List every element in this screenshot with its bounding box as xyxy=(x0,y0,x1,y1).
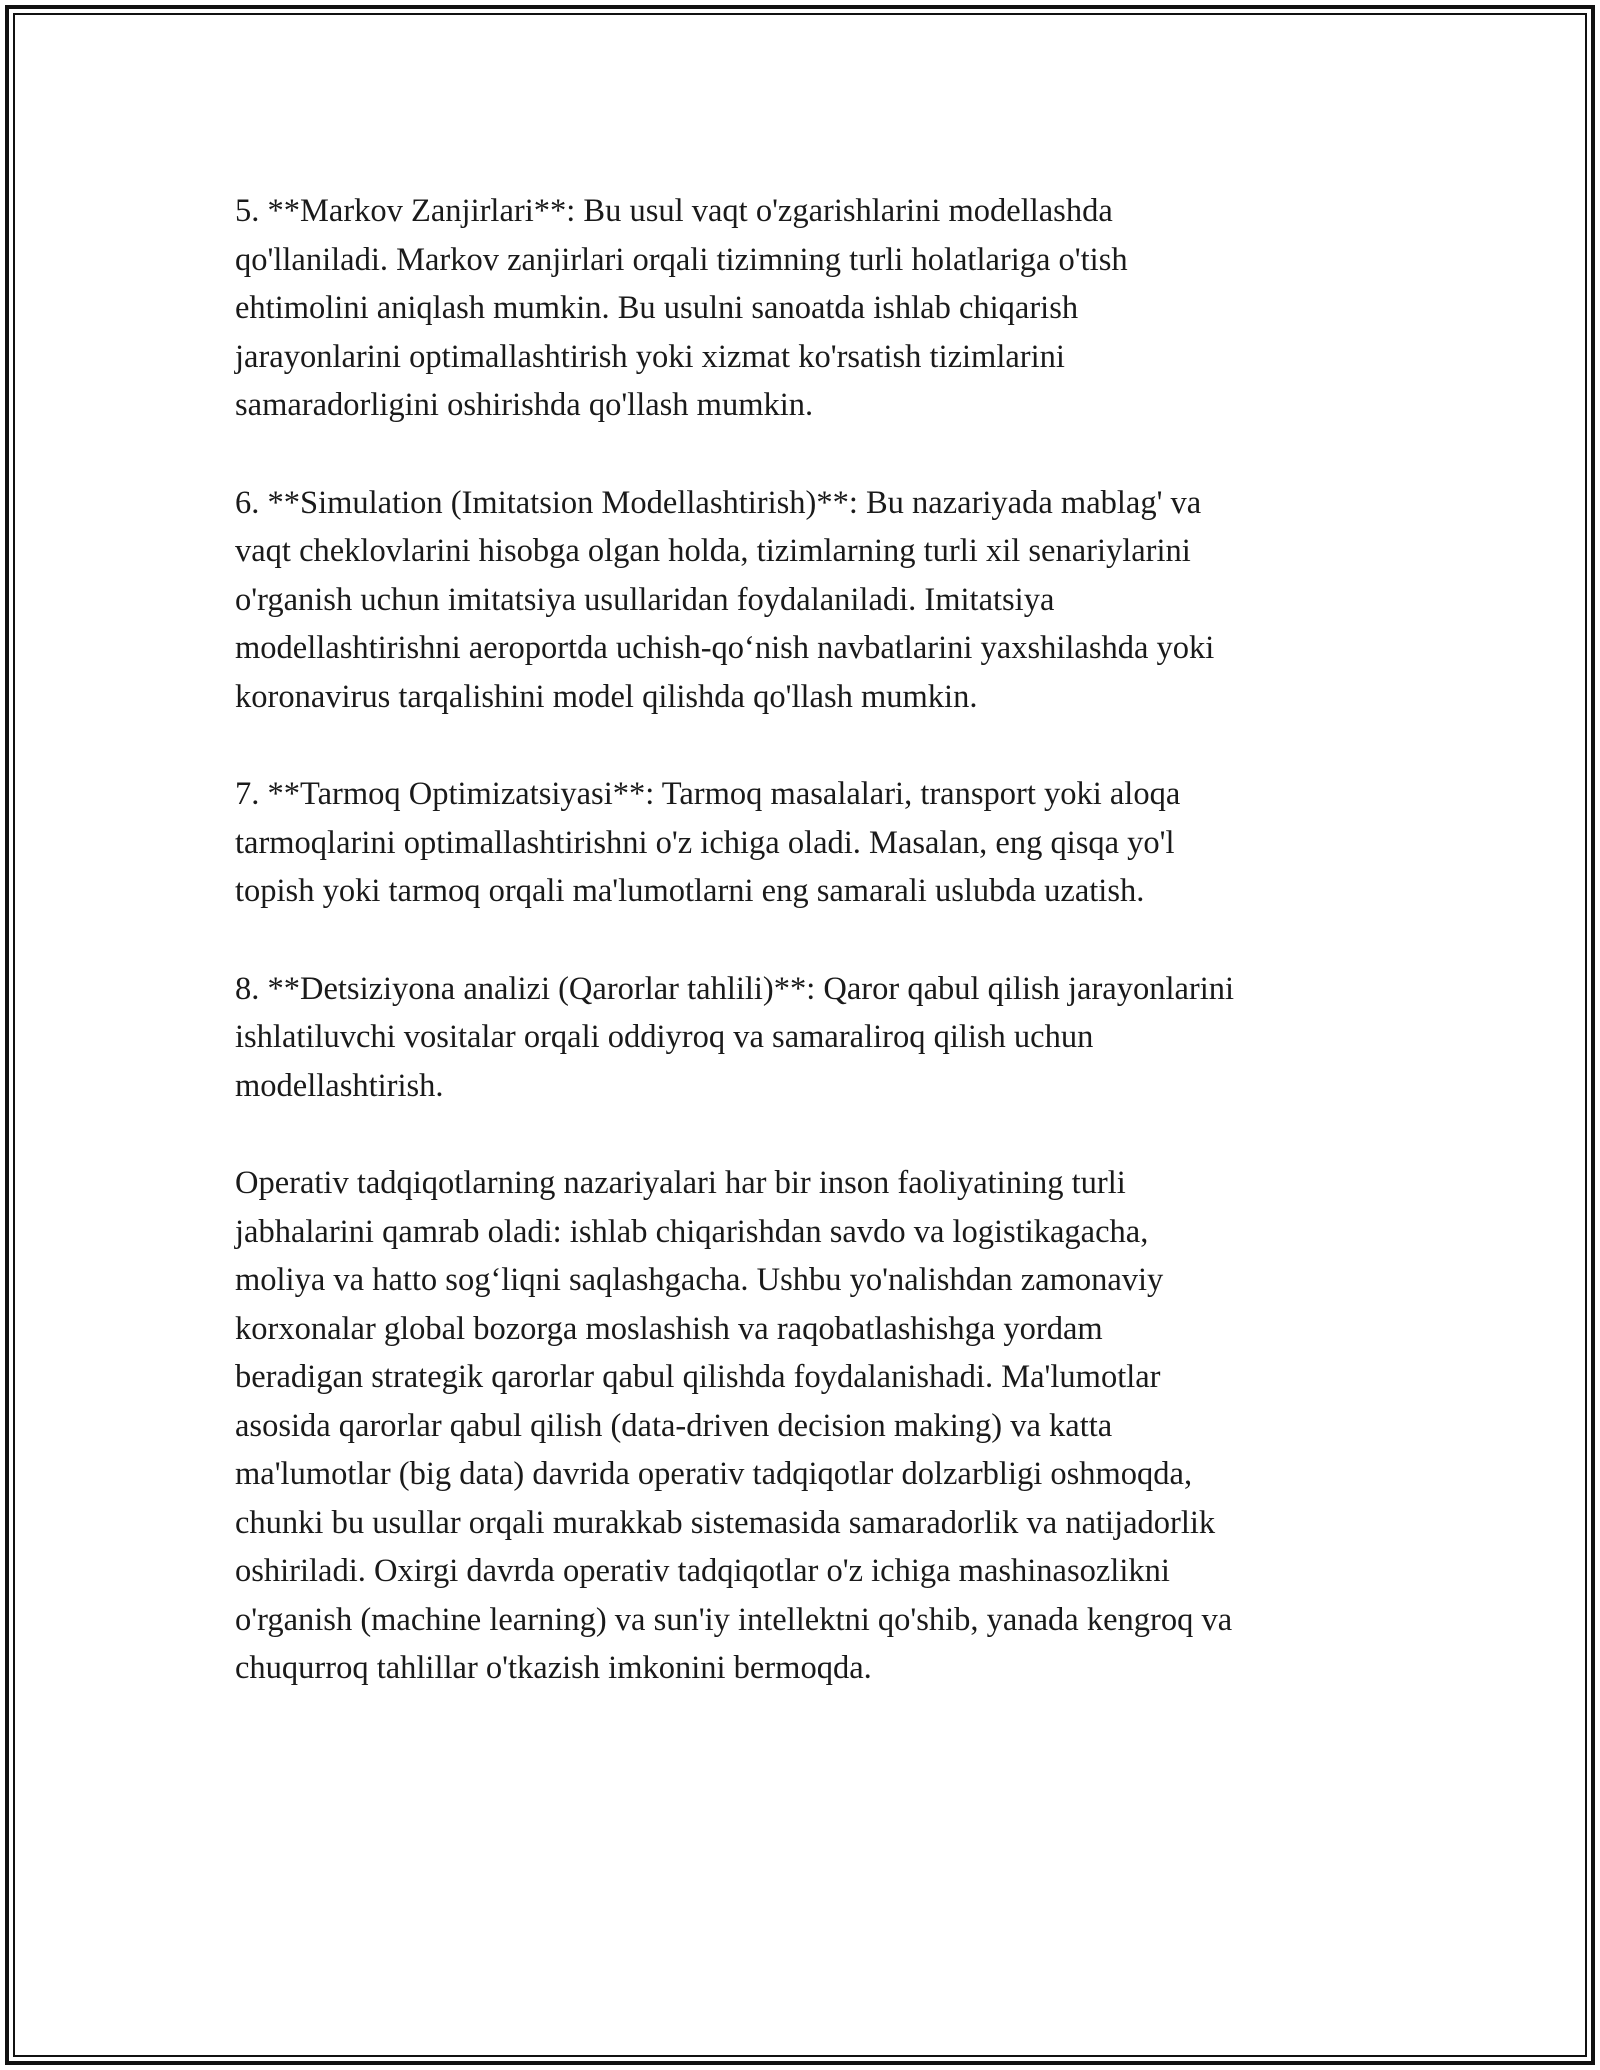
paragraph-network-optimization: 7. **Tarmoq Optimizatsiyasi**: Tarmoq masalalari, transport yoki aloqa tarmoqlarini optimallashtirishni o'z ichiga oladi. Masalan, eng qisqa yo'l topish yoki tarmoq orqali ma'lumotlarni eng samarali uslubda uzatish. xyxy=(235,776,1181,909)
paragraph-conclusion: Operativ tadqiqotlarning nazariyalari har bir inson faoliyatining turli jabhalarini qamrab oladi: ishlab chiqarishdan savdo va logistikagacha, moliya va hatto sog‘liqni saqlashgacha. Ushbu yo'nalishdan zamonaviy korxonalar global bozorga moslashish va raqobatlashishga yordam beradigan strategik qarorlar qabul qilishda foydalanishadi. Ma'lumotlar asosida qarorlar qabul qilish (data-driven decision making) va katta ma'lumotlar (big data) davrida operativ tadqiqotlar dolzarbligi oshmoqda, chunki bu usullar orqali murakkab sistemasida samaradorlik va natijadorlik oshiriladi. Oxirgi davrda operativ tadqiqotlar o'z ichiga mashinasozlikni o'rganish (machine learning) va sun'iy intellektni qo'shib, yanada kengroq va chuqurroq tahlillar o'tkazish imkonini bermoqda. xyxy=(235,1165,1233,1686)
paragraph-markov-chains: 5. **Markov Zanjirlari**: Bu usul vaqt o'zgarishlarini modellashda qo'llaniladi. Markov zanjirlari orqali tizimning turli holatlariga o'tish ehtimolini aniqlash mumkin. Bu usulni sanoatda ishlab chiqarish jarayonlarini optimallashtirish yoki xizmat ko'rsatish tizimlarini samaradorligini oshirishda qo'llash mumkin. xyxy=(235,193,1128,423)
paragraph-decision-analysis: 8. **Detsiziyona analizi (Qarorlar tahlili)**: Qaror qabul qilish jarayonlarini ishlatiluvchi vositalar orqali oddiyroq va samaraliroq qilish uchun modellashtirish. xyxy=(235,970,1235,1104)
paragraph-simulation: 6. **Simulation (Imitatsion Modellashtirish)**: Bu nazariyada mablag' va vaqt cheklovlarini hisobga olgan holda, tizimlarning turli xil senariylarini o'rganish uchun imitatsiya usullaridan foydalaniladi. Imitatsiya modellashtirishni aeroportda uchish-qo‘nish navbatlarini yaxshilashda yoki koronavirus tarqalishini model qilishda qo'llash mumkin. xyxy=(235,484,1215,715)
document-body xyxy=(235,187,1375,1742)
